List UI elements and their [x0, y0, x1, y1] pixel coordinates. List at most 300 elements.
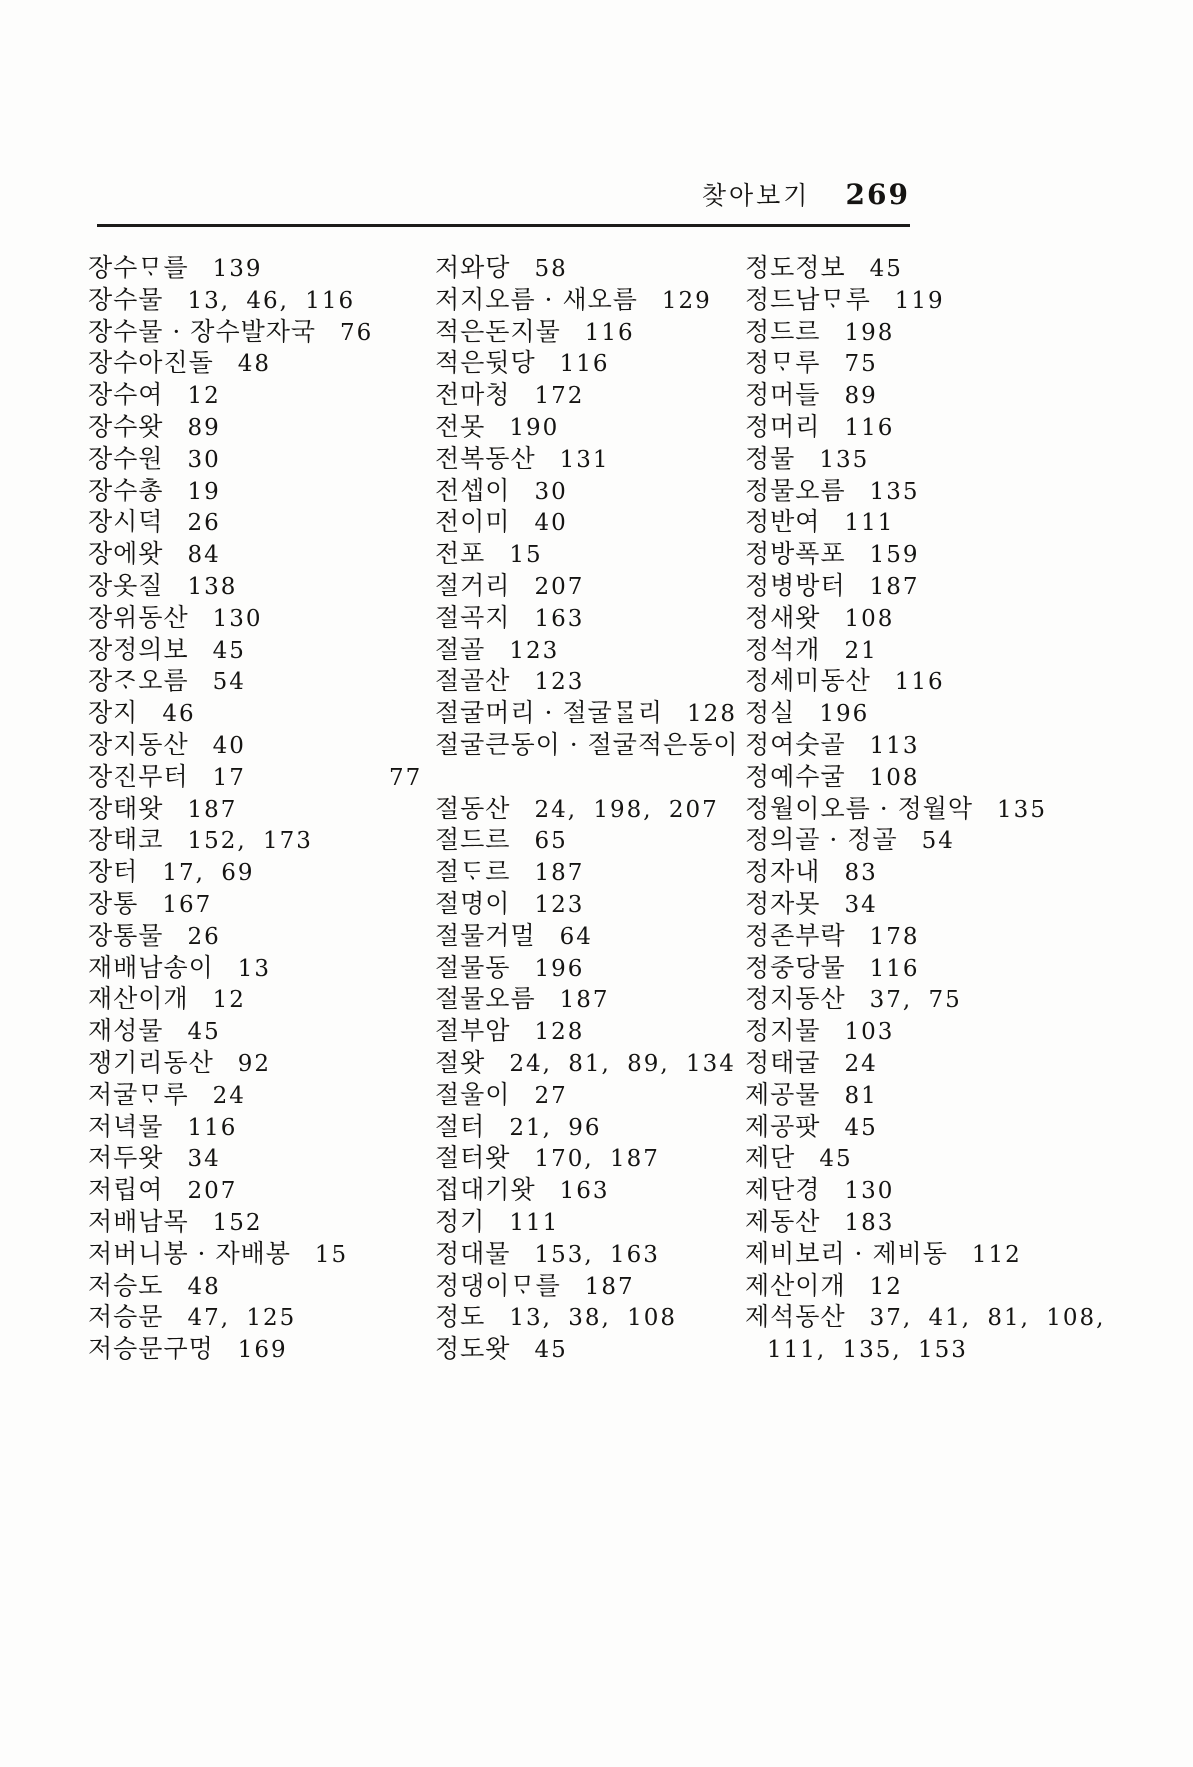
index-page-numbers: 37, 75 — [869, 987, 962, 1014]
index-entry — [435, 1333, 745, 1365]
header-divider — [97, 224, 910, 227]
index-term: 제단경 — [745, 1175, 821, 1205]
index-term: 장수왓 — [88, 411, 164, 441]
index-page-numbers: 207 — [534, 573, 585, 600]
index-term: 저립여 — [88, 1175, 164, 1205]
page-header — [97, 176, 910, 212]
index-entry — [745, 697, 1185, 729]
index-entry — [88, 443, 435, 475]
index-entry — [435, 952, 745, 984]
index-page-numbers: 48 — [237, 351, 272, 378]
index-entry — [745, 1111, 1185, 1143]
index-term: 절터 — [435, 1111, 486, 1141]
index-entry — [435, 284, 745, 316]
index-page-numbers: 30 — [187, 446, 221, 473]
index-term: 절물오름 — [435, 984, 536, 1014]
index-term: 장위동산 — [88, 602, 189, 632]
index-page-numbers: 21, 96 — [509, 1114, 602, 1141]
index-term: 장터 — [88, 857, 139, 887]
index-entry — [435, 316, 745, 348]
index-page-numbers: 163 — [534, 605, 585, 632]
index-term: 장태왓 — [88, 793, 164, 823]
index-entry — [88, 347, 435, 379]
index-term: 정예수굴 — [745, 761, 846, 791]
index-page-numbers: 92 — [237, 1050, 272, 1077]
index-entry — [88, 729, 435, 761]
index-entry — [745, 729, 1185, 761]
index-page-numbers: 152, 173 — [187, 828, 313, 855]
index-entry — [88, 824, 435, 856]
index-page-numbers: 123 — [509, 637, 560, 664]
index-term: 저두왓 — [88, 1143, 164, 1173]
index-column — [389, 252, 745, 1365]
index-term: 절물거멀 — [435, 920, 536, 950]
index-term: 정의골 · 정골 — [745, 825, 898, 855]
index-term: 정기 — [435, 1206, 486, 1236]
index-term: 접대기왓 — [435, 1175, 536, 1205]
index-page-numbers: 135 — [997, 796, 1047, 823]
index-entry — [745, 824, 1185, 856]
index-term: 정지물 — [745, 1016, 821, 1046]
index-page-numbers: 170, 187 — [534, 1146, 660, 1173]
index-entry — [745, 1206, 1185, 1238]
index-page-numbers: 24, 81, 89, 134 — [509, 1050, 736, 1077]
index-entry — [745, 634, 1185, 666]
index-columns — [88, 252, 1185, 1365]
index-entry — [88, 1270, 435, 1302]
index-entry — [435, 793, 745, 825]
index-term: 정ᄆᆞ루 — [745, 348, 821, 378]
index-page-numbers: 116 — [869, 955, 920, 982]
index-term: 절드르 — [435, 825, 511, 855]
index-term: 정자못 — [745, 888, 821, 918]
index-term: 절굴머리 · 절굴ᄆᆞᆯ리 — [435, 698, 664, 728]
index-term: 절부암 — [435, 1016, 511, 1046]
index-entry — [745, 1238, 1185, 1270]
index-page-numbers: 111 — [509, 1209, 560, 1236]
index-entry — [745, 538, 1185, 570]
index-page-numbers: 111, 135, 153 — [767, 1337, 968, 1364]
index-term: 정자내 — [745, 857, 821, 887]
index-page-numbers: 187 — [534, 860, 585, 887]
index-entry — [435, 475, 745, 507]
index-entry — [745, 1301, 1185, 1333]
index-term: 정새왓 — [745, 602, 821, 632]
index-term: 정태굴 — [745, 1047, 821, 1077]
index-term: 재성물 — [88, 1016, 164, 1046]
index-page-numbers: 131 — [559, 446, 610, 473]
index-entry — [88, 697, 435, 729]
index-entry — [435, 252, 745, 284]
index-entry-continuation — [745, 1333, 1185, 1365]
index-page-numbers: 27 — [534, 1082, 568, 1109]
index-entry — [745, 443, 1185, 475]
index-entry — [435, 824, 745, 856]
index-page-numbers: 75 — [844, 351, 878, 378]
index-page-numbers: 152 — [212, 1209, 263, 1236]
index-term: 장옷질 — [88, 570, 164, 600]
index-entry — [88, 1174, 435, 1206]
index-term: 절굴큰동이 · 절굴적은동이 — [435, 729, 739, 759]
index-page-numbers: 128 — [534, 1019, 585, 1046]
index-entry — [745, 475, 1185, 507]
index-entry — [745, 793, 1185, 825]
index-entry — [88, 570, 435, 602]
index-page-numbers: 13, 38, 108 — [509, 1305, 677, 1332]
index-page-numbers: 116 — [894, 669, 945, 696]
index-term: 절거리 — [435, 570, 511, 600]
index-entry — [745, 1015, 1185, 1047]
index-entry — [435, 1015, 745, 1047]
index-page-numbers: 196 — [819, 701, 870, 728]
index-page-numbers: 111 — [844, 510, 895, 537]
index-term: 저승도 — [88, 1270, 164, 1300]
index-term: 장지동산 — [88, 729, 189, 759]
index-term: 전셉이 — [435, 475, 511, 505]
index-page-numbers: 19 — [187, 478, 221, 505]
index-page-numbers: 89 — [187, 414, 221, 441]
index-term: 장에왓 — [88, 539, 164, 569]
index-entry — [88, 952, 435, 984]
index-page-numbers: 45 — [534, 1337, 568, 1364]
index-entry — [88, 1111, 435, 1143]
index-page-numbers: 21 — [844, 637, 878, 664]
index-page-numbers: 172 — [534, 383, 585, 410]
index-term: 장수여 — [88, 380, 164, 410]
index-page-numbers: 108 — [869, 764, 920, 791]
index-entry — [745, 252, 1185, 284]
index-page-numbers: 130 — [844, 1178, 895, 1205]
index-page-numbers: 153, 163 — [534, 1241, 660, 1268]
index-page-numbers: 30 — [534, 478, 568, 505]
index-term: 제석동산 — [745, 1302, 846, 1332]
index-term: 절ᄃᆞ르 — [435, 857, 511, 887]
index-entry — [435, 379, 745, 411]
index-page-numbers: 46 — [162, 701, 196, 728]
index-page-numbers: 187 — [869, 573, 920, 600]
index-page-numbers: 13, 46, 116 — [187, 287, 356, 314]
index-entry — [88, 411, 435, 443]
index-term: 저지오름 · 새오름 — [435, 284, 638, 314]
index-page-numbers: 116 — [187, 1114, 238, 1141]
index-term: 절터왓 — [435, 1143, 511, 1173]
index-page-numbers: 13 — [237, 955, 272, 982]
index-page-numbers: 103 — [844, 1019, 895, 1046]
index-term: 장ᄌᆞ오름 — [88, 666, 189, 696]
index-entry — [745, 665, 1185, 697]
index-term: 저승문 — [88, 1302, 164, 1332]
index-term: 절골산 — [435, 666, 511, 696]
index-term: 장지 — [88, 698, 139, 728]
index-term: 정월이오름 · 정월악 — [745, 793, 974, 823]
index-entry — [88, 284, 435, 316]
index-entry — [435, 1206, 745, 1238]
index-term: 저배남목 — [88, 1206, 189, 1236]
index-entry — [745, 1174, 1185, 1206]
index-page-numbers: 45 — [844, 1114, 878, 1141]
index-entry — [745, 570, 1185, 602]
index-page-numbers: 24 — [212, 1082, 246, 1109]
index-entry — [435, 1270, 745, 1302]
index-page-numbers: 112 — [971, 1241, 1022, 1268]
index-entry — [88, 602, 435, 634]
index-term: 전복동산 — [435, 443, 536, 473]
index-term: 장수ᄆᆞ를 — [88, 253, 189, 282]
index-term: 적은돈지물 — [435, 316, 561, 346]
index-entry — [88, 506, 435, 538]
index-column — [745, 252, 1185, 1365]
index-page-numbers: 12 — [187, 383, 221, 410]
index-term: 제동산 — [745, 1206, 821, 1236]
index-page-numbers: 123 — [534, 891, 585, 918]
index-page-numbers: 40 — [212, 732, 246, 759]
index-page-numbers: 207 — [187, 1178, 238, 1205]
index-term: 정드남ᄆᆞ루 — [745, 284, 871, 314]
index-term: 장통물 — [88, 920, 164, 950]
index-entry — [435, 570, 745, 602]
index-term: 절곡지 — [435, 602, 511, 632]
index-term: 정도정보 — [745, 253, 846, 282]
index-page-numbers: 187 — [187, 796, 238, 823]
index-entry — [88, 538, 435, 570]
index-entry — [745, 1079, 1185, 1111]
index-page-numbers: 45 — [187, 1019, 221, 1046]
index-term: 정실 — [745, 698, 796, 728]
index-term: 정드르 — [745, 316, 821, 346]
index-entry — [745, 411, 1185, 443]
index-entry — [745, 920, 1185, 952]
index-page-numbers: 116 — [584, 319, 635, 346]
index-term: 제비보리 · 제비동 — [745, 1238, 948, 1268]
index-term: 정머들 — [745, 380, 821, 410]
index-term: 정석개 — [745, 634, 821, 664]
index-term: 전못 — [435, 411, 486, 441]
index-page-numbers: 187 — [559, 987, 610, 1014]
index-page-numbers: 178 — [869, 923, 920, 950]
index-term: 장정의보 — [88, 634, 189, 664]
index-page-numbers: 64 — [559, 923, 593, 950]
index-entry — [745, 1047, 1185, 1079]
index-term: 저승문구멍 — [88, 1334, 214, 1364]
index-column — [88, 252, 435, 1365]
index-term: 정물 — [745, 443, 796, 473]
index-entry — [435, 1079, 745, 1111]
index-term: 제단 — [745, 1143, 796, 1173]
index-term: 장진무터 — [88, 761, 189, 791]
index-entry — [435, 983, 745, 1015]
index-page-numbers: 113 — [869, 732, 920, 759]
index-page-numbers: 12 — [212, 987, 246, 1014]
index-entry — [435, 697, 745, 729]
index-entry — [435, 506, 745, 538]
index-entry — [745, 983, 1185, 1015]
index-term: 절울이 — [435, 1079, 511, 1109]
index-term: 저버니봉 · 자배봉 — [88, 1238, 291, 1268]
index-entry — [435, 347, 745, 379]
index-entry — [435, 1047, 745, 1079]
index-page-numbers: 128 — [687, 701, 737, 728]
index-entry — [435, 1111, 745, 1143]
page-title: 찾아보기 — [701, 181, 811, 210]
index-term: 정지동산 — [745, 984, 846, 1014]
index-term: 전마청 — [435, 380, 511, 410]
index-page-numbers: 84 — [187, 542, 221, 569]
index-page-numbers: 167 — [162, 891, 213, 918]
index-entry — [435, 1142, 745, 1174]
index-entry — [745, 952, 1185, 984]
index-entry — [745, 888, 1185, 920]
index-entry — [435, 443, 745, 475]
index-term: 정세미동산 — [745, 666, 871, 696]
index-entry — [88, 920, 435, 952]
page-number: 269 — [845, 178, 910, 211]
index-entry — [435, 538, 745, 570]
index-entry — [435, 920, 745, 952]
index-entry — [745, 284, 1185, 316]
index-page-numbers: 24, 198, 207 — [534, 796, 719, 823]
index-page-numbers: 40 — [534, 510, 568, 537]
index-term: 전포 — [435, 539, 486, 569]
index-page-numbers: 58 — [534, 256, 568, 282]
index-term: 정도왓 — [435, 1334, 511, 1364]
index-page-numbers: 108 — [844, 605, 895, 632]
index-entry — [88, 761, 435, 793]
index-page-numbers: 24 — [844, 1050, 878, 1077]
index-page-numbers: 187 — [584, 1273, 635, 1300]
index-term: 정대물 — [435, 1238, 511, 1268]
index-entry — [88, 316, 435, 348]
index-entry — [88, 252, 435, 284]
index-term: 장수아진돌 — [88, 348, 214, 378]
index-entry — [745, 347, 1185, 379]
index-entry — [435, 602, 745, 634]
index-page-numbers: 83 — [844, 860, 878, 887]
index-entry — [88, 1238, 435, 1270]
index-entry — [745, 316, 1185, 348]
index-term: 정중당물 — [745, 952, 846, 982]
index-entry — [435, 1301, 745, 1333]
index-term: 제공물 — [745, 1079, 821, 1109]
index-term: 정존부락 — [745, 920, 846, 950]
index-page-numbers: 190 — [509, 414, 560, 441]
index-entry — [88, 1079, 435, 1111]
index-page-numbers: 26 — [187, 510, 221, 537]
index-page-numbers: 89 — [844, 383, 878, 410]
index-entry — [435, 888, 745, 920]
index-term: 절물동 — [435, 952, 511, 982]
index-page-numbers: 183 — [844, 1209, 895, 1236]
index-term: 제공팟 — [745, 1111, 821, 1141]
index-page-numbers: 129 — [661, 287, 712, 314]
index-entry — [88, 665, 435, 697]
index-entry — [88, 1206, 435, 1238]
index-entry — [88, 1142, 435, 1174]
index-page-numbers: 37, 41, 81, 108, — [869, 1305, 1106, 1332]
index-term: 저녁물 — [88, 1111, 164, 1141]
index-entry — [88, 634, 435, 666]
index-entry — [88, 475, 435, 507]
index-entry — [435, 1174, 745, 1206]
index-page-numbers: 17 — [212, 764, 246, 791]
index-page-numbers: 34 — [844, 891, 878, 918]
index-page-numbers: 139 — [212, 256, 263, 282]
index-entry — [435, 665, 745, 697]
index-page-numbers: 198 — [844, 319, 895, 346]
index-page-numbers: 54 — [212, 669, 246, 696]
index-entry — [88, 856, 435, 888]
index-term: 정병방터 — [745, 570, 846, 600]
index-entry-continuation — [389, 761, 745, 793]
index-entry — [435, 729, 745, 761]
index-term: 장수총 — [88, 475, 164, 505]
index-term: 적은뒷당 — [435, 348, 536, 378]
index-page-numbers: 48 — [187, 1273, 221, 1300]
index-entry — [435, 1238, 745, 1270]
index-page-numbers: 17, 69 — [162, 860, 255, 887]
index-entry — [745, 379, 1185, 411]
index-page-numbers: 47, 125 — [187, 1305, 297, 1332]
index-page-numbers: 26 — [187, 923, 221, 950]
index-page-numbers: 119 — [894, 287, 945, 314]
index-term: 정머리 — [745, 411, 821, 441]
index-entry — [745, 1270, 1185, 1302]
index-term: 절왓 — [435, 1047, 486, 1077]
index-entry — [88, 379, 435, 411]
index-page-numbers: 159 — [869, 542, 920, 569]
index-entry — [88, 1301, 435, 1333]
index-entry — [435, 411, 745, 443]
index-entry — [88, 1047, 435, 1079]
index-page-numbers: 138 — [187, 573, 238, 600]
index-page-numbers: 196 — [534, 955, 585, 982]
index-page-numbers: 45 — [819, 1146, 853, 1173]
index-term: 재배남송이 — [88, 952, 214, 982]
index-term: 재산이개 — [88, 984, 189, 1014]
index-term: 전이미 — [435, 507, 511, 537]
index-entry — [88, 1015, 435, 1047]
index-page-numbers: 135 — [869, 478, 920, 505]
index-page-numbers: 77 — [389, 764, 423, 791]
index-page-numbers: 76 — [340, 319, 374, 346]
index-page-numbers: 34 — [187, 1146, 221, 1173]
index-entry — [88, 983, 435, 1015]
index-page-numbers: 135 — [819, 446, 870, 473]
index-term: 저와당 — [435, 253, 511, 282]
index-term: 절동산 — [435, 793, 511, 823]
index-page-numbers: 123 — [534, 669, 585, 696]
index-entry — [88, 793, 435, 825]
index-term: 저굴ᄆᆞ루 — [88, 1079, 189, 1109]
index-term: 장통 — [88, 888, 139, 918]
index-entry — [745, 602, 1185, 634]
index-entry — [745, 761, 1185, 793]
index-page-numbers: 15 — [314, 1241, 349, 1268]
index-page-numbers: 116 — [844, 414, 895, 441]
index-page-numbers: 45 — [869, 256, 903, 282]
index-term: 절명이 — [435, 888, 511, 918]
index-page-numbers: 45 — [212, 637, 246, 664]
index-entry — [435, 856, 745, 888]
index-term: 정방폭포 — [745, 539, 846, 569]
index-page-numbers: 116 — [559, 351, 610, 378]
index-entry — [88, 888, 435, 920]
index-term: 장수원 — [88, 443, 164, 473]
index-term: 정여숫골 — [745, 729, 846, 759]
index-page-numbers: 12 — [869, 1273, 903, 1300]
index-term: 정도 — [435, 1302, 486, 1332]
index-page-numbers: 15 — [509, 542, 543, 569]
index-page-numbers: 169 — [237, 1337, 288, 1364]
